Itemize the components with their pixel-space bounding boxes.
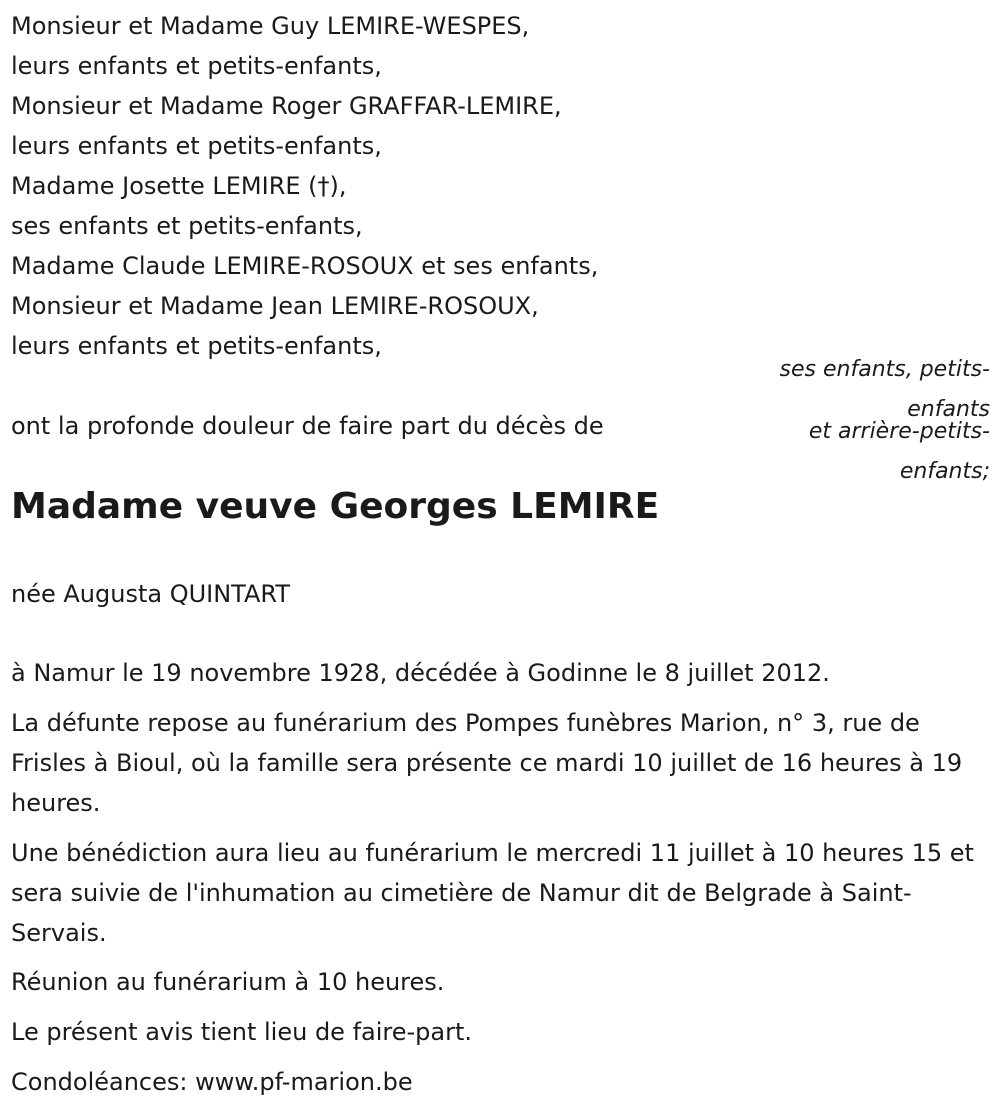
ceremony-paragraph: Une bénédiction aura lieu au funérarium le mercredi 11 juillet à 10 heures 15 et sera suivie de l'inhumation au cimetière de Namur dit de Belgrade à Saint-Servais.	[11, 839, 974, 947]
notice-statement: Le présent avis tient lieu de faire-part.	[11, 1018, 473, 1046]
announcement-text: ont la profonde douleur de faire part du décès de	[11, 412, 604, 440]
family-line-2: leurs enfants et petits-enfants,	[11, 52, 382, 80]
birth-death-dates: à Namur le 19 novembre 1928, décédée à Godinne le 8 juillet 2012.	[11, 659, 830, 687]
family-line-6: ses enfants et petits-enfants,	[11, 212, 363, 240]
family-line-1: Monsieur et Madame Guy LEMIRE-WESPES,	[11, 12, 530, 40]
side-note-line-3: et arrière-petits-	[808, 419, 990, 444]
birth-name: née Augusta QUINTART	[11, 580, 290, 608]
family-line-9: leurs enfants et petits-enfants,	[11, 332, 382, 360]
family-line-3: Monsieur et Madame Roger GRAFFAR-LEMIRE,	[11, 92, 562, 120]
family-line-8: Monsieur et Madame Jean LEMIRE-ROSOUX,	[11, 292, 539, 320]
deceased-name: Madame veuve Georges LEMIRE	[11, 486, 660, 527]
family-line-4: leurs enfants et petits-enfants,	[11, 132, 382, 160]
side-note-line-2: enfants	[907, 397, 990, 422]
condolences-link: Condoléances: www.pf-marion.be	[11, 1068, 413, 1096]
family-line-7: Madame Claude LEMIRE-ROSOUX et ses enfants,	[11, 252, 599, 280]
side-note-line-4: enfants;	[899, 459, 990, 484]
family-line-5: Madame Josette LEMIRE (†),	[11, 172, 347, 200]
meeting-note: Réunion au funérarium à 10 heures.	[11, 968, 445, 996]
side-note-line-1: ses enfants, petits-	[779, 357, 990, 382]
funeral-home-paragraph: La défunte repose au funérarium des Pompes funèbres Marion, n° 3, rue de Frisles à Bioul, où la famille sera présente ce mardi 10 juillet de 16 heures à 19 heures.	[11, 709, 963, 817]
